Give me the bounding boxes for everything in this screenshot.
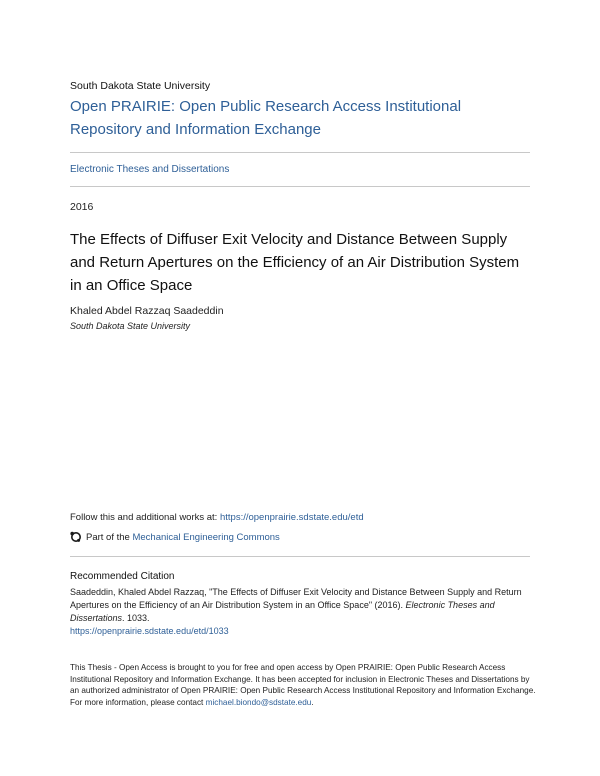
divider <box>70 556 530 557</box>
contact-email-link[interactable]: michael.biondo@sdstate.edu <box>205 697 312 707</box>
citation-number: . 1033. <box>122 613 150 623</box>
citation-block <box>70 586 540 638</box>
part-of-prefix: Part of the <box>86 531 130 543</box>
citation-text: Saadeddin, Khaled Abdel Razzaq, "The Effects of Diffuser Exit Velocity and Distance Between Supply and Return Apertures on the Efficiency of an Air Distribution System in an Office Space" (2016). <box>70 587 522 610</box>
follow-link[interactable]: https://openprairie.sdstate.edu/etd <box>219 512 364 523</box>
divider <box>70 152 530 153</box>
part-of-line <box>70 531 280 543</box>
divider <box>70 186 530 187</box>
citation-journal: Electronic Theses and Dissertations <box>70 600 495 623</box>
institution-name: South Dakota State University <box>70 80 211 92</box>
commons-link[interactable]: Mechanical Engineering Commons <box>132 531 280 543</box>
series-link[interactable]: Electronic Theses and Dissertations <box>70 164 230 175</box>
repository-link[interactable]: Open PRAIRIE: Open Public Research Access Institutional Repository and Information Exchange <box>70 98 462 138</box>
notice-text: This Thesis - Open Access is brought to you for free and open access by Open PRAIRIE: Open Public Research Access Institutional Repository and Information Exchange. It has been accepted for inclusion in Electronic Theses and Dissertations by an authorized administrator of Open PRAIRIE: Open Public Research Access Institutional Repository and Information Exchange. For more information, please contact <box>70 663 536 707</box>
commons-network-icon <box>70 531 82 543</box>
citation-url[interactable]: https://openprairie.sdstate.edu/etd/1033 <box>70 626 229 636</box>
follow-prefix: Follow this and additional works at: <box>70 512 220 523</box>
author-affiliation: South Dakota State University <box>70 321 191 331</box>
publication-year: 2016 <box>70 201 94 213</box>
thesis-title: The Effects of Diffuser Exit Velocity and Distance Between Supply and Return Apertures on the Efficiency of an Air Distribution System in an Office Space <box>70 231 520 294</box>
access-notice <box>70 662 540 708</box>
citation-heading: Recommended Citation <box>70 571 175 582</box>
author-name: Khaled Abdel Razzaq Saadeddin <box>70 305 224 317</box>
follow-line <box>70 512 364 523</box>
notice-end: . <box>311 697 314 707</box>
